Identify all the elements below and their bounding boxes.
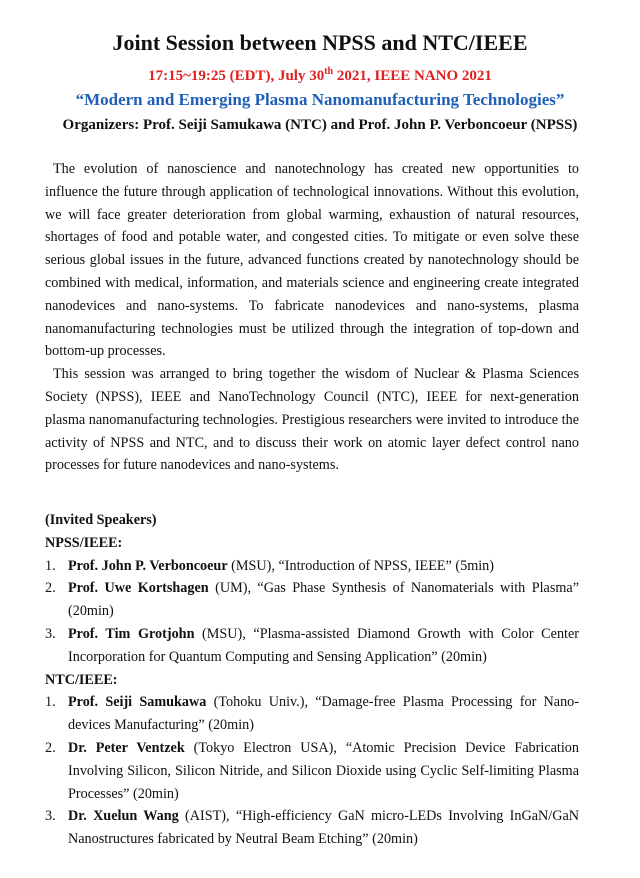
paragraph-1: The evolution of nanoscience and nanotechnology has created new opportunities to influence the future through application of technological innovations. Without this evolution, we will face greater deterioration from global warming, exhaustion of natural resources, shortages of food and potable water, and congested cities. To mitigate or even solve these serious global issues in the future, advanced functions created by nanotechnology should be combined with medical, information, and materials science and engineering create integrated nanodevices and nano-systems. To fabricate nanodevices and nano-systems, plasma nanomanufacturing technologies must be utilized through the integration of top-down and bottom-up processes. — [45, 161, 579, 360]
speaker-talk: (Tohoku Univ.), “Damage-free Plasma Processing for Nano-devices Manufacturing” (20min) — [68, 694, 579, 734]
group-label-ntc: NTC/IEEE: — [45, 671, 118, 688]
page-title: Joint Session between NPSS and NTC/IEEE — [112, 30, 528, 55]
body-text — [45, 158, 579, 477]
speaker-name: Prof. John P. Verboncoeur — [68, 557, 228, 574]
speaker-name: Prof. Uwe Kortshagen — [68, 580, 209, 597]
list-item — [45, 577, 579, 623]
speaker-name: Dr. Peter Ventzek — [68, 739, 185, 756]
session-time — [0, 66, 640, 85]
paragraph-2: This session was arranged to bring together the wisdom of Nuclear & Plasma Sciences Society (NPSS), IEEE and NanoTechnology Council (NTC), IEEE for next-generation plasma nanomanufacturing technologies. Prestigious researchers were invited to introduce the activity of NPSS and NTC, and to discuss their work on atomic layer defect control nano processes for future nanodevices and nano-systems. — [45, 366, 579, 474]
session-time-sup: th — [324, 66, 334, 77]
ntc-speaker-list — [45, 691, 579, 851]
speaker-talk: (UM), “Gas Phase Synthesis of Nanomaterials with Plasma” (20min) — [68, 580, 579, 620]
speaker-name: Prof. Seiji Samukawa — [68, 694, 207, 711]
item-number: 2. — [45, 580, 56, 597]
session-time-prefix: 17:15~19:25 (EDT), July 30 — [148, 68, 325, 84]
speaker-talk: (Tokyo Electron USA), “Atomic Precision Device Fabrication Involving Silicon, Silicon Nitride, and Silicon Dioxide using Cyclic Self-limiting Plasma Processes” (20min) — [68, 739, 579, 802]
group-label-npss: NPSS/IEEE: — [45, 534, 123, 551]
session-subtitle: “Modern and Emerging Plasma Nanomanufacturing Technologies” — [75, 90, 565, 109]
speakers-heading: (Invited Speakers) — [45, 512, 157, 528]
speakers-section — [45, 497, 579, 851]
item-number: 2. — [45, 739, 56, 756]
session-time-suffix: 2021, IEEE NANO 2021 — [333, 68, 492, 84]
list-item — [45, 555, 579, 578]
speaker-name: Dr. Xuelun Wang — [68, 808, 179, 825]
list-item — [45, 623, 579, 669]
item-number: 3. — [45, 808, 56, 825]
organizers-line: Organizers: Prof. Seiji Samukawa (NTC) and Prof. John P. Verboncoeur (NPSS) — [62, 117, 578, 133]
list-item — [45, 805, 579, 851]
item-number: 3. — [45, 625, 56, 642]
speaker-talk: (AIST), “High-efficiency GaN micro-LEDs Involving InGaN/GaN Nanostructures fabricated by Neutral Beam Etching” (20min) — [68, 808, 579, 848]
list-item — [45, 737, 579, 805]
item-number: 1. — [45, 557, 56, 574]
npss-speaker-list — [45, 555, 579, 669]
item-number: 1. — [45, 694, 56, 711]
speaker-name: Prof. Tim Grotjohn — [68, 625, 195, 642]
speaker-talk: (MSU), “Plasma-assisted Diamond Growth with Color Center Incorporation for Quantum Computing and Sensing Application” (20min) — [68, 625, 580, 665]
list-item — [45, 691, 579, 737]
speaker-talk: (MSU), “Introduction of NPSS, IEEE” (5min) — [227, 557, 495, 574]
